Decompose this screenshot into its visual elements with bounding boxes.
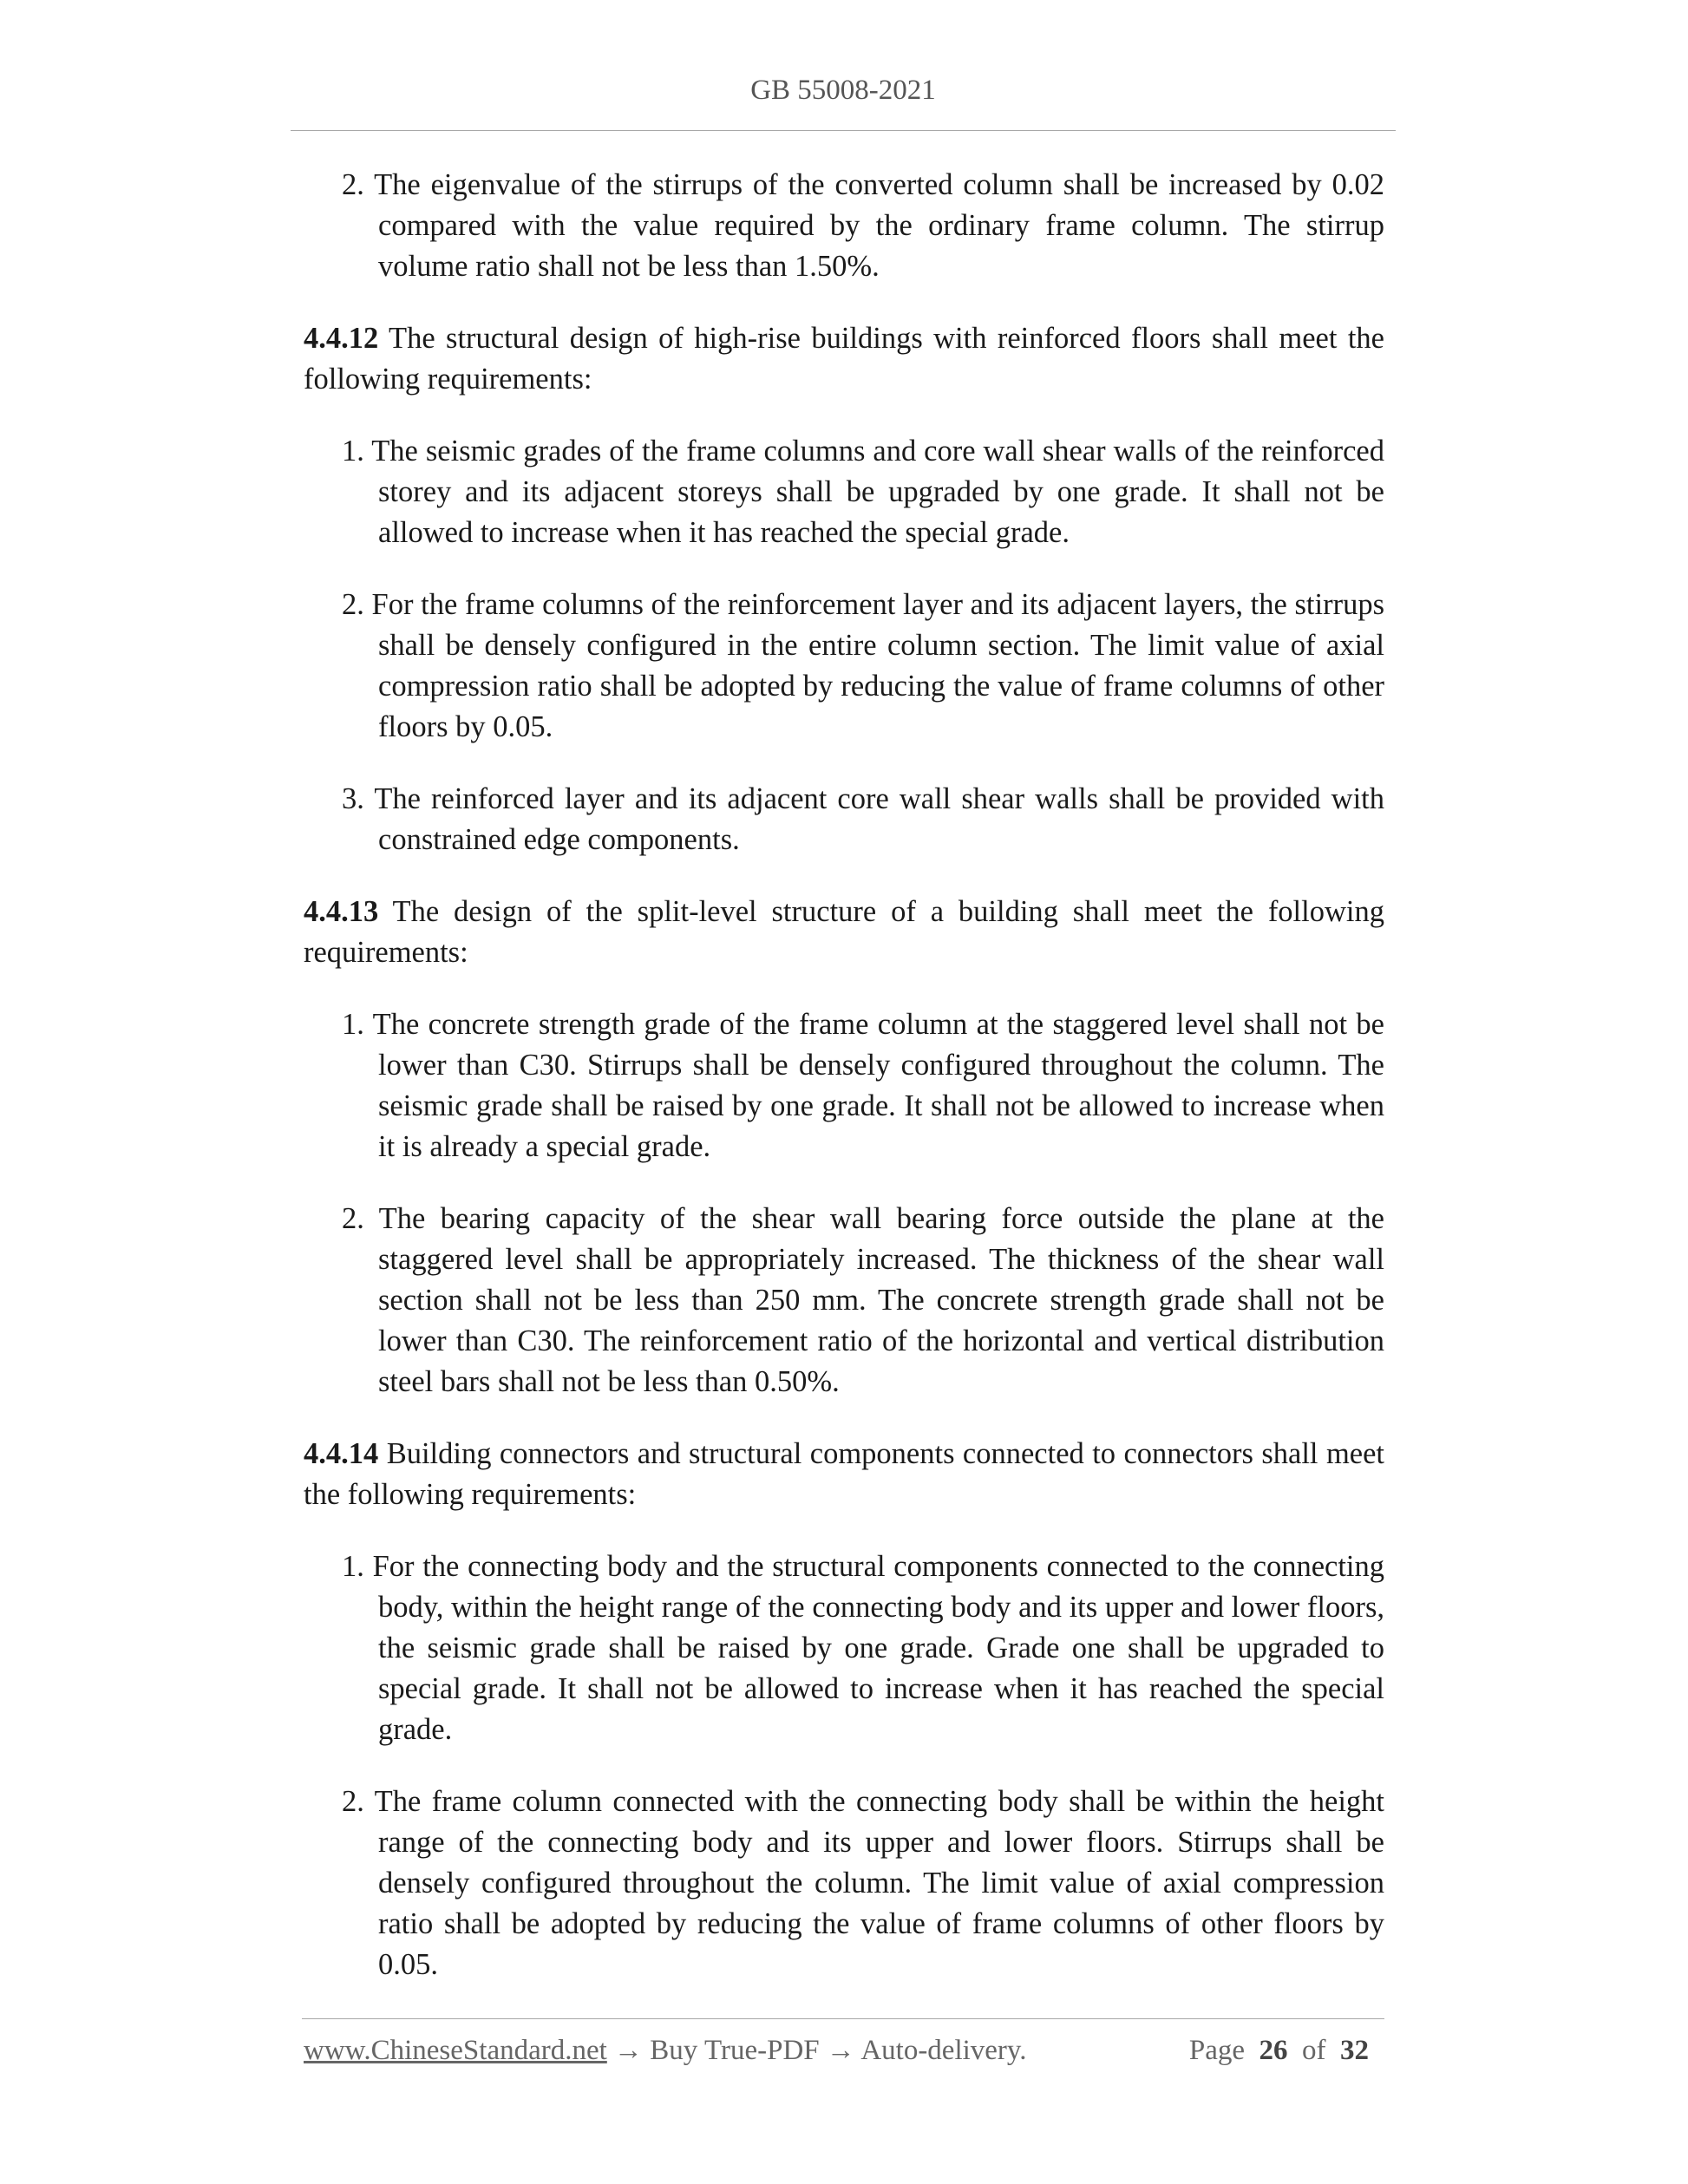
total-pages-number: 32 [1340,2035,1369,2066]
clause-number: 4.4.13 [304,895,379,928]
page-indicator [1189,2035,1369,2067]
clause-4-4-14 [304,1434,1384,1515]
of-label: of [1302,2035,1326,2066]
page-label: Page [1188,2035,1245,2066]
list-item: 2. The eigenvalue of the stirrups of the converted column shall be increased by 0.02 compared with the value required by the ordinary frame column. The stirrup volume ratio shall not be less than 1.50%. [342,168,1384,283]
page-content [304,165,1384,2017]
clause-number: 4.4.12 [304,322,379,355]
clause-number: 4.4.14 [304,1437,379,1470]
clause-4-4-13 [304,892,1384,973]
buy-pdf-text: Buy True-PDF [650,2035,820,2066]
clause-text: Building connectors and structural components connected to connectors shall meet the following requirements: [304,1437,1385,1511]
clause-4-4-12 [304,318,1384,400]
auto-delivery-text: Auto-delivery. [860,2035,1027,2066]
footer-promo [304,2035,1027,2067]
website-link[interactable]: www.ChineseStandard.net [304,2035,607,2066]
list-item: 1. The seismic grades of the frame columns and core wall shear walls of the reinforced storey and its adjacent storeys shall be upgraded by one grade. It shall not be allowed to increase when it has reached the special grade. [342,435,1384,549]
list-item: 1. For the connecting body and the structural components connected to the connecting body, within the height range of the connecting body and its upper and lower floors, the seismic grade shall be raised by one grade. Grade one shall be upgraded to special grade. It shall not be allowed to increase when it has reached the special grade. [342,1550,1384,1746]
arrow-right-icon: → [614,2035,644,2066]
current-page-number: 26 [1259,2035,1288,2066]
clause-text: The structural design of high-rise buildings with reinforced floors shall meet the following requirements: [304,322,1384,396]
footer-divider [302,2018,1384,2019]
list-item: 2. For the frame columns of the reinforcement layer and its adjacent layers, the stirrups shall be densely configured in the entire column section. The limit value of axial compression ratio shall be adopted by reducing the value of frame columns of other floors by 0.05. [342,588,1384,743]
list-item: 2. The bearing capacity of the shear wall bearing force outside the plane at the staggered level shall be appropriately increased. The thickness of the shear wall section shall not be less than 250 mm. The concrete strength grade shall not be lower than C30. The reinforcement ratio of the horizontal and vertical distribution steel bars shall not be less than 0.50%. [342,1202,1384,1398]
list-item: 2. The frame column connected with the connecting body shall be within the height range of the connecting body and its upper and lower floors. Stirrups shall be densely configured throughout the column. The limit value of axial compression ratio shall be adopted by reducing the value of frame columns of other floors by 0.05. [342,1785,1384,1981]
list-item: 3. The reinforced layer and its adjacent core wall shear walls shall be provided with constrained edge components. [342,782,1384,856]
clause-text: The design of the split-level structure of a building shall meet the following requirements: [304,895,1384,969]
document-code-header: GB 55008-2021 [750,75,936,106]
list-item: 1. The concrete strength grade of the frame column at the staggered level shall not be lower than C30. Stirrups shall be densely configured throughout the column. The seismic grade shall be raised by one grade. It shall not be allowed to increase when it is already a special grade. [342,1008,1384,1163]
arrow-right-icon: → [826,2035,855,2066]
header-divider [291,130,1396,131]
